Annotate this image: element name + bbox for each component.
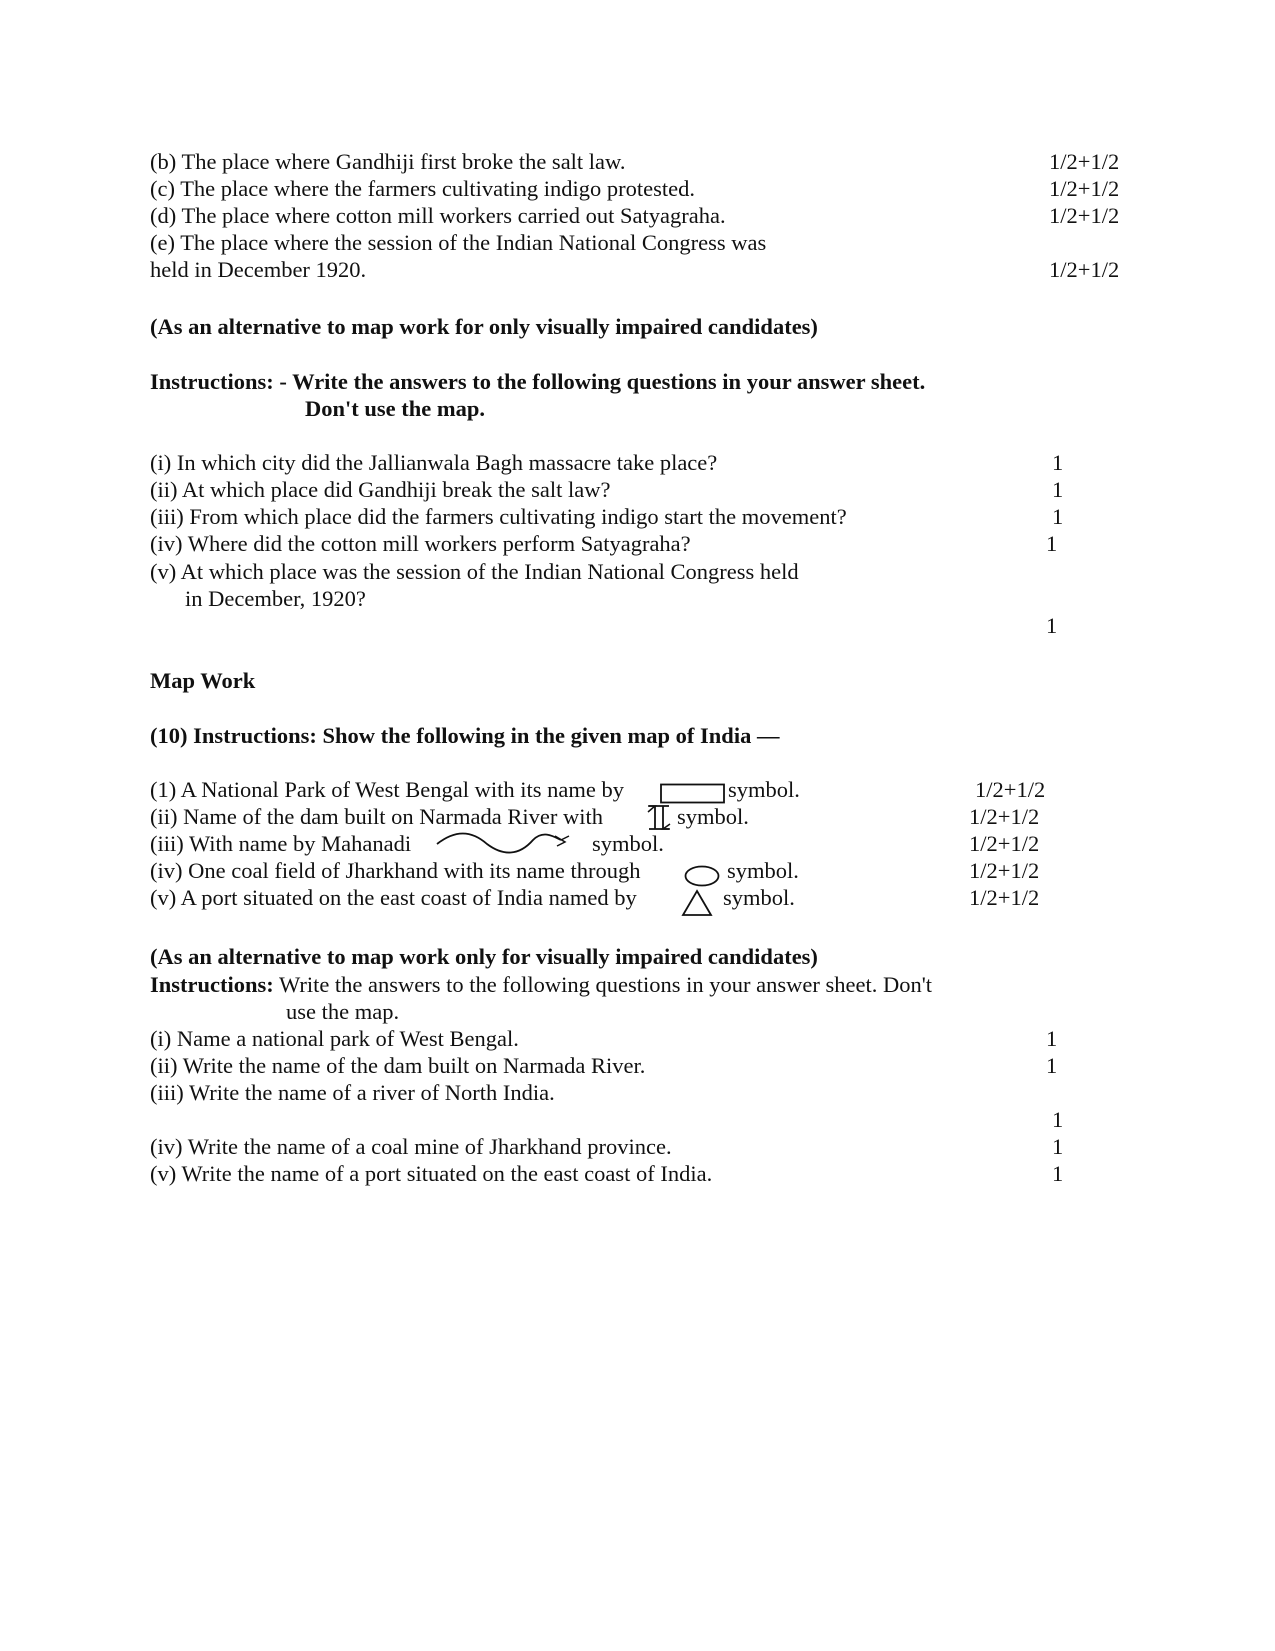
instructions xyxy=(150,971,932,998)
question-item: (iv) Write the name of a coal mine of Jharkhand province. xyxy=(150,1134,672,1159)
instructions-label: Instructions: xyxy=(150,972,274,997)
river-icon xyxy=(435,826,575,854)
instructions-continuation: Don't use the map. xyxy=(305,396,486,421)
marks: 1/2+1/2 xyxy=(969,858,1040,883)
marks: 1/2+1/2 xyxy=(969,804,1040,829)
question-item: (d) The place where cotton mill workers carried out Satyagraha. xyxy=(150,203,726,228)
question-item: (iii) From which place did the farmers cultivating indigo start the movement? xyxy=(150,504,847,529)
marks: 1/2+1/2 xyxy=(1049,176,1120,201)
question-item: (ii) At which place did Gandhiji break the salt law? xyxy=(150,477,611,502)
marks: 1 xyxy=(1052,477,1064,502)
section-heading: (As an alternative to map work for only visually impaired candidates) xyxy=(150,314,818,339)
question-item-continuation: in December, 1920? xyxy=(185,586,366,611)
mapwork-item-text: (iv) One coal field of Jharkhand with its name through xyxy=(150,858,641,883)
instructions-text: Write the answers to the following questions in your answer sheet. Don't xyxy=(278,972,933,997)
marks: 1 xyxy=(1046,531,1058,556)
mapwork-item-text: (ii) Name of the dam built on Narmada River with xyxy=(150,804,603,829)
marks: 1/2+1/2 xyxy=(975,777,1046,802)
oval-icon xyxy=(683,864,721,888)
question-item: (e) The place where the session of the Indian National Congress was xyxy=(150,230,767,255)
marks: 1/2+1/2 xyxy=(1049,257,1120,282)
symbol-label: symbol. xyxy=(723,885,795,910)
question-item: (i) In which city did the Jallianwala Bagh massacre take place? xyxy=(150,450,718,475)
mapwork-item-text: (iii) With name by Mahanadi xyxy=(150,831,412,856)
marks: 1 xyxy=(1046,613,1058,638)
instructions: (10) Instructions: Show the following in the given map of India — xyxy=(150,723,780,748)
symbol-label: symbol. xyxy=(592,831,664,856)
question-item: (c) The place where the farmers cultivating indigo protested. xyxy=(150,176,695,201)
marks: 1/2+1/2 xyxy=(969,831,1040,856)
symbol-label: symbol. xyxy=(677,804,749,829)
marks: 1 xyxy=(1052,504,1064,529)
marks: 1 xyxy=(1046,1053,1058,1078)
question-item-continuation: held in December 1920. xyxy=(150,257,367,282)
triangle-icon xyxy=(680,888,714,918)
marks: 1/2+1/2 xyxy=(969,885,1040,910)
marks: 1 xyxy=(1052,450,1064,475)
instructions-continuation: use the map. xyxy=(286,999,400,1024)
symbol-label: symbol. xyxy=(727,858,799,883)
marks: 1 xyxy=(1052,1107,1064,1132)
marks: 1/2+1/2 xyxy=(1049,203,1120,228)
question-item: (v) Write the name of a port situated on the east coast of India. xyxy=(150,1161,713,1186)
question-item: (b) The place where Gandhiji first broke the salt law. xyxy=(150,149,626,174)
marks: 1 xyxy=(1046,1026,1058,1051)
marks: 1/2+1/2 xyxy=(1049,149,1120,174)
instructions: Instructions: - Write the answers to the following questions in your answer sheet. xyxy=(150,369,926,394)
question-item: (v) At which place was the session of the Indian National Congress held xyxy=(150,559,799,584)
question-item: (i) Name a national park of West Bengal. xyxy=(150,1026,519,1051)
question-item: (iv) Where did the cotton mill workers perform Satyagraha? xyxy=(150,531,691,556)
marks: 1 xyxy=(1052,1134,1064,1159)
section-heading: (As an alternative to map work only for visually impaired candidates) xyxy=(150,944,818,969)
question-item: (iii) Write the name of a river of North India. xyxy=(150,1080,555,1105)
symbol-label: symbol. xyxy=(728,777,800,802)
mapwork-item-text: (1) A National Park of West Bengal with its name by xyxy=(150,777,624,802)
question-item: (ii) Write the name of the dam built on Narmada River. xyxy=(150,1053,646,1078)
marks: 1 xyxy=(1052,1161,1064,1186)
mapwork-item-text: (v) A port situated on the east coast of India named by xyxy=(150,885,637,910)
section-title: Map Work xyxy=(150,668,256,693)
